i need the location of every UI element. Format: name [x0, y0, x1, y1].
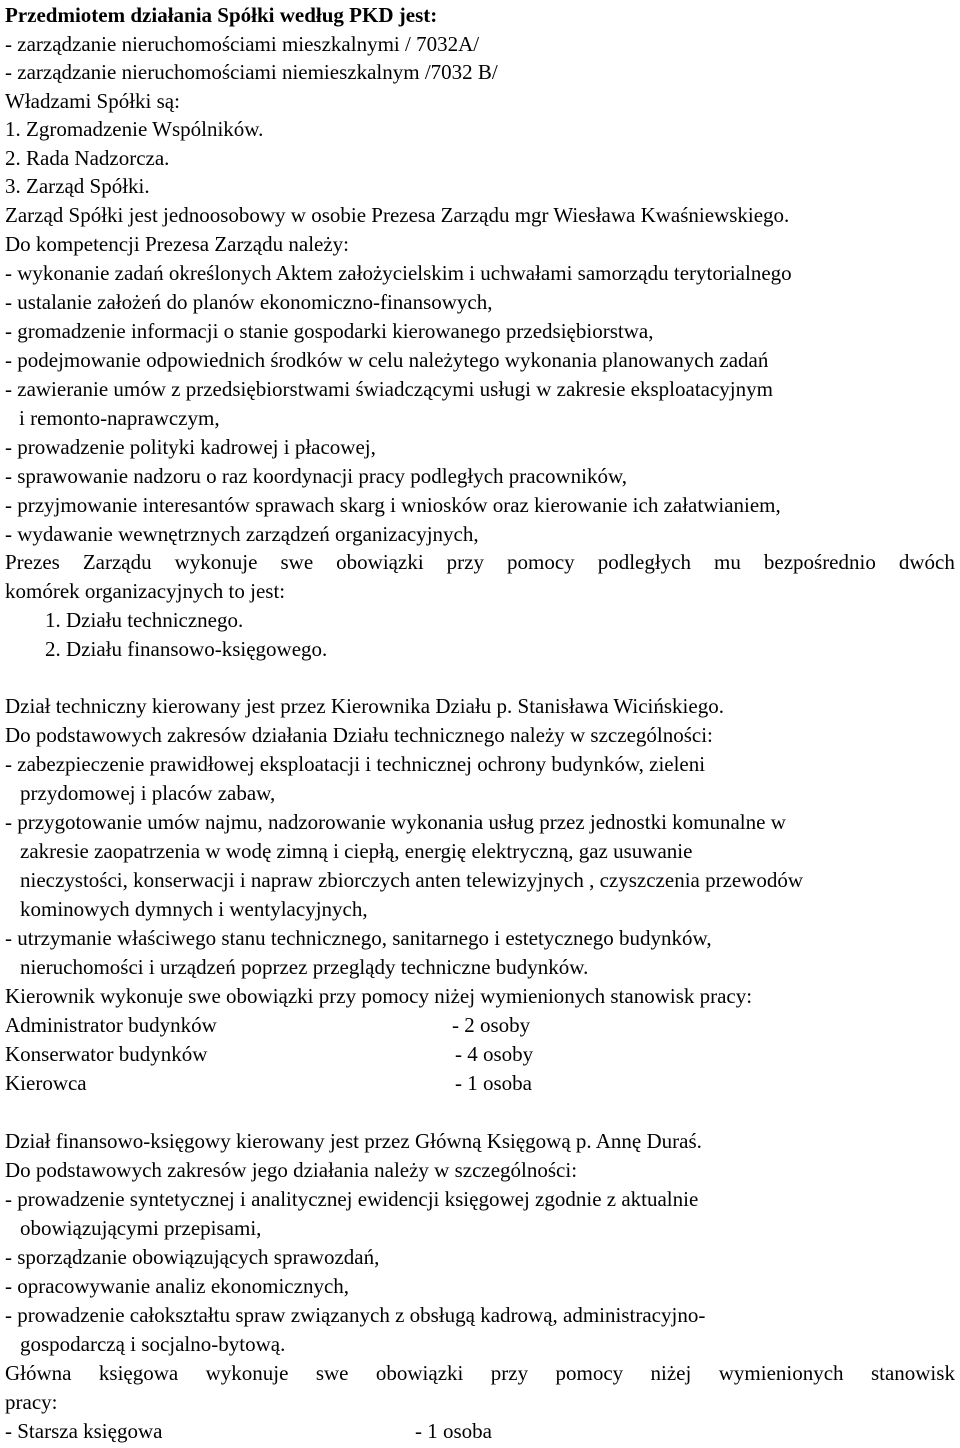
staff-count: - 1 osoba	[415, 1419, 492, 1443]
duty-item: - ustalanie założeń do planów ekonomiczno-finansowych,	[5, 290, 493, 314]
unit-item: 2. Działu finansowo-księgowego.	[45, 637, 328, 661]
duty-item: - wydawanie wewnętrznych zarządzeń organizacyjnych,	[5, 522, 479, 546]
board-statement: Zarząd Spółki jest jednoosobowy w osobie Prezesa Zarządu mgr Wiesława Kwaśniewskiego.	[5, 203, 790, 227]
technical-intro: Do podstawowych zakresów działania Działu technicznego należy w szczególności:	[5, 723, 713, 747]
authority-item: 2. Rada Nadzorcza.	[5, 146, 170, 170]
president-intro: Do kompetencji Prezesa Zarządu należy:	[5, 232, 350, 256]
staff-role: Kierowca	[5, 1071, 87, 1095]
technical-item: - utrzymanie właściwego stanu technicznego, sanitarnego i estetycznego budynków,	[5, 926, 712, 950]
technical-item-continued: nieczystości, konserwacji i napraw zbiorczych anten telewizyjnych , czyszczenia przewodów	[20, 868, 804, 892]
duty-item-continued: i remonto-naprawczym,	[19, 406, 220, 430]
technical-item-continued: kominowych dymnych i wentylacyjnych,	[20, 897, 368, 921]
duty-item: - wykonanie zadań określonych Aktem założycielskim i uchwałami samorządu terytorialnego	[5, 261, 792, 285]
technical-item: - zabezpieczenie prawidłowej eksploatacji i technicznej ochrony budynków, zieleni	[5, 752, 706, 776]
technical-item-continued: nieruchomości i urządzeń poprzez przeglądy techniczne budynków.	[20, 955, 589, 979]
duty-item: - zawieranie umów z przedsiębiorstwami świadczącymi usługi w zakresie eksploatacyjnym	[5, 377, 773, 401]
staff-count: - 4 osoby	[455, 1042, 534, 1066]
technical-item: - przygotowanie umów najmu, nadzorowanie wykonania usług przez jednostki komunalne w	[5, 810, 786, 834]
finance-item: - opracowywanie analiz ekonomicznych,	[5, 1274, 350, 1298]
staff-role: Administrator budynków	[5, 1013, 217, 1037]
technical-item-continued: przydomowej i placów zabaw,	[20, 781, 276, 805]
authority-item: 1. Zgromadzenie Wspólników.	[5, 117, 264, 141]
finance-staff-intro: Główna księgowa wykonuje swe obowiązki przy pomocy niżej wymienionych stanowisk	[5, 1361, 955, 1385]
technical-head: Dział techniczny kierowany jest przez Kierownika Działu p. Stanisława Wicińskiego.	[5, 694, 724, 718]
finance-item-continued: gospodarczą i socjalno-bytową.	[20, 1332, 286, 1356]
staff-role: - Starsza księgowa	[5, 1419, 163, 1443]
units-statement-continued: komórek organizacyjnych to jest:	[5, 579, 286, 603]
finance-item: - prowadzenie całokształtu spraw związanych z obsługą kadrową, administracyjno-	[5, 1303, 706, 1327]
duty-item: - prowadzenie polityki kadrowej i płacowej,	[5, 435, 376, 459]
pkd-item: - zarządzanie nieruchomościami niemieszkalnym /7032 B/	[5, 60, 498, 84]
staff-count: - 2 osoby	[452, 1013, 531, 1037]
pkd-item: - zarządzanie nieruchomościami mieszkalnymi / 7032A/	[5, 32, 480, 56]
technical-staff-intro: Kierownik wykonuje swe obowiązki przy pomocy niżej wymienionych stanowisk pracy:	[5, 984, 753, 1008]
staff-count: - 1 osoba	[455, 1071, 532, 1095]
finance-item: - sporządzanie obowiązujących sprawozdań,	[5, 1245, 380, 1269]
finance-head: Dział finansowo-księgowy kierowany jest przez Główną Księgową p. Annę Duraś.	[5, 1129, 702, 1153]
pkd-heading: Przedmiotem działania Spółki według PKD jest:	[5, 3, 438, 27]
technical-item-continued: zakresie zaopatrzenia w wodę zimną i ciepłą, energię elektryczną, gaz usuwanie	[20, 839, 693, 863]
authorities-intro: Władzami Spółki są:	[5, 89, 180, 113]
duty-item: - sprawowanie nadzoru o raz koordynacji pracy podległych pracowników,	[5, 464, 627, 488]
duty-item: - przyjmowanie interesantów sprawach skarg i wniosków oraz kierowanie ich załatwianiem,	[5, 493, 781, 517]
staff-role: Konserwator budynków	[5, 1042, 208, 1066]
finance-item-continued: obowiązującymi przepisami,	[20, 1216, 262, 1240]
staff-row	[5, 1069, 705, 1097]
unit-item: 1. Działu technicznego.	[45, 608, 244, 632]
duty-item: - gromadzenie informacji o stanie gospodarki kierowanego przedsiębiorstwa,	[5, 319, 654, 343]
staff-row	[5, 1417, 705, 1445]
finance-intro: Do podstawowych zakresów jego działania należy w szczególności:	[5, 1158, 578, 1182]
staff-row	[5, 1011, 705, 1039]
finance-item: - prowadzenie syntetycznej i analitycznej ewidencji księgowej zgodnie z aktualnie	[5, 1187, 699, 1211]
finance-staff-intro-continued: pracy:	[5, 1390, 58, 1414]
duty-item: - podejmowanie odpowiednich środków w celu należytego wykonania planowanych zadań	[5, 348, 769, 372]
authority-item: 3. Zarząd Spółki.	[5, 174, 150, 198]
units-statement: Prezes Zarządu wykonuje swe obowiązki przy pomocy podległych mu bezpośrednio dwóch	[5, 550, 955, 574]
staff-row	[5, 1040, 705, 1068]
